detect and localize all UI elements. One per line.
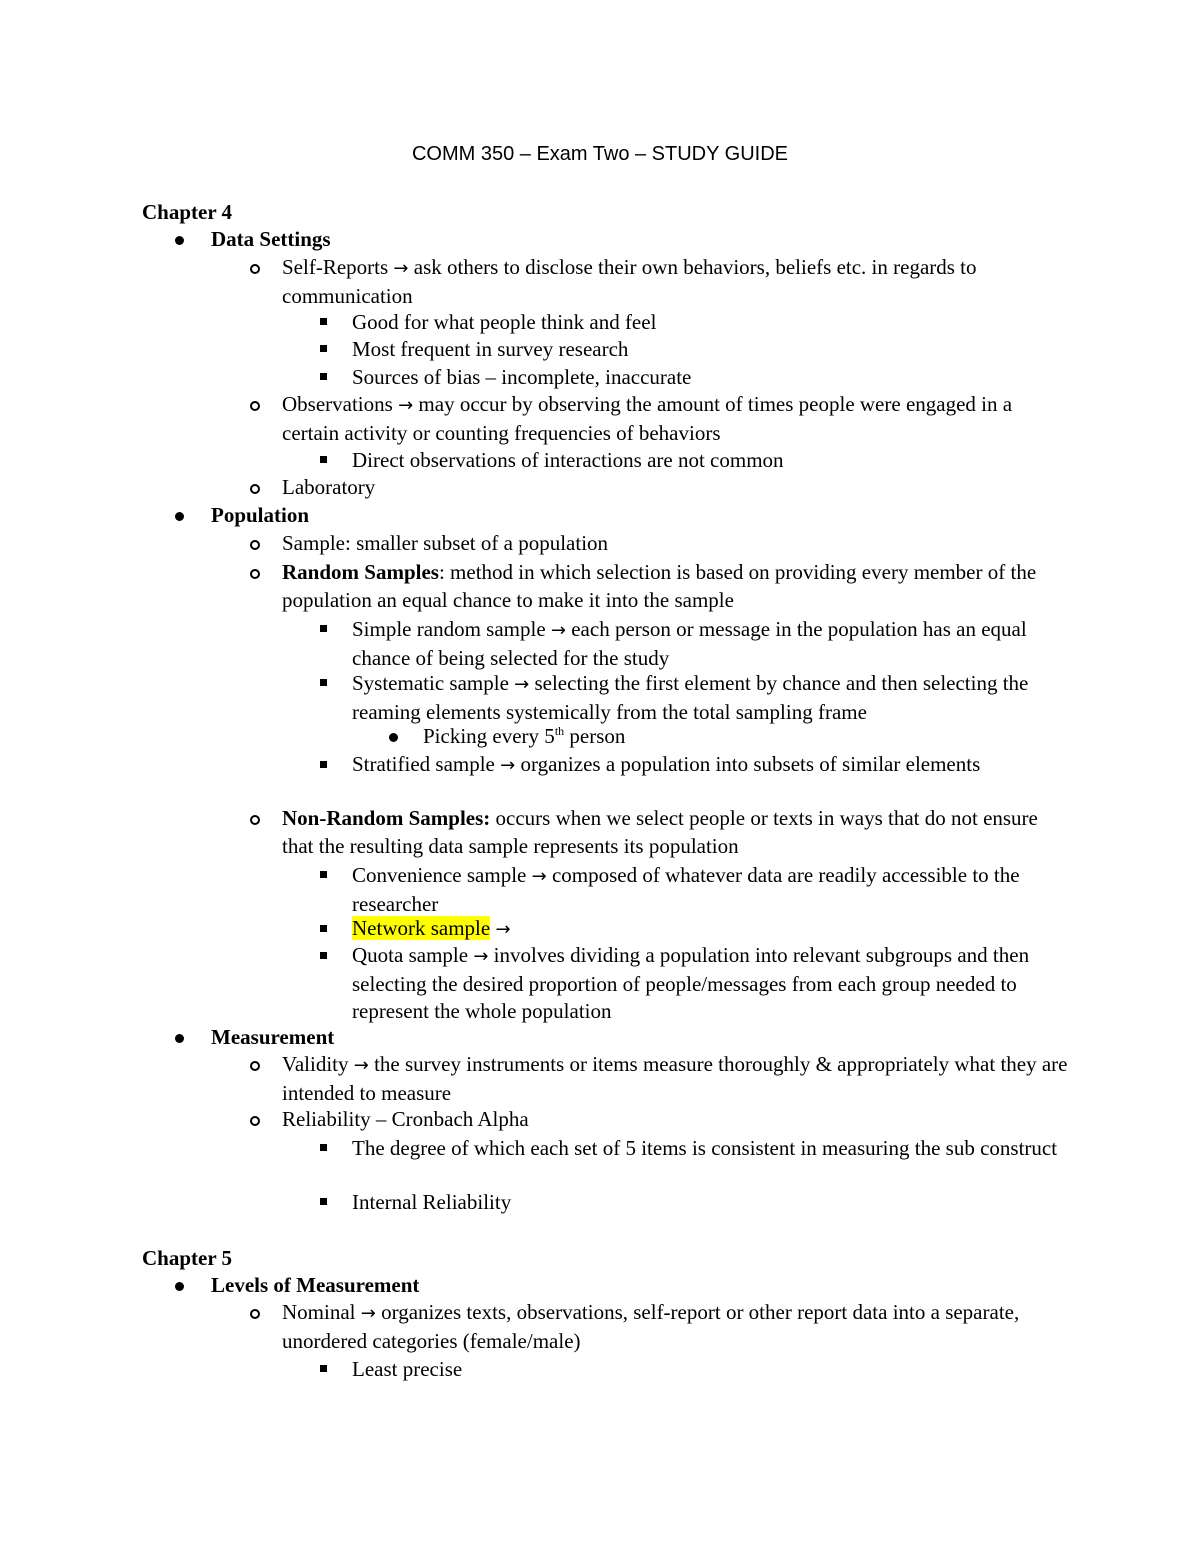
observations-item [282, 391, 1072, 447]
arrow-icon: → [398, 395, 414, 416]
bullet-square [320, 871, 327, 878]
bullet-square [320, 456, 327, 463]
bullet-dot [175, 512, 184, 521]
levels-of-measurement-heading: Levels of Measurement [211, 1273, 420, 1297]
observations-text: may occur by observing the amount of times people were engaged in a certain activity or counting frequencies of behaviors [282, 392, 1013, 445]
network-label-highlighted: Network sample [352, 916, 491, 940]
quota-text: involves dividing a population into relevant subgroups and then selecting the desired proportion of people/messages from each group needed to represent the whole population [352, 943, 1030, 1023]
bullet-square [320, 952, 327, 959]
bullet-square [320, 761, 327, 768]
nominal-item [282, 1299, 1072, 1355]
measurement-heading: Measurement [211, 1025, 335, 1049]
bullet-ring [250, 815, 260, 825]
self-reports-point-3: Sources of bias – incomplete, inaccurate [352, 365, 692, 389]
arrow-icon: → [550, 620, 566, 641]
bullet-square [320, 1198, 327, 1205]
page-title: COMM 350 – Exam Two – STUDY GUIDE [411, 143, 789, 165]
bullet-dot [175, 1282, 184, 1291]
nominal-point-1: Least precise [352, 1357, 463, 1381]
arrow-icon: → [393, 258, 409, 279]
bullet-dot [175, 236, 184, 245]
reliability-item: Reliability – Cronbach Alpha [282, 1107, 529, 1131]
bullet-ring [250, 264, 260, 274]
bullet-square [320, 925, 327, 932]
stratified-text: organizes a population into subsets of similar elements [515, 752, 981, 776]
simple-random-label: Simple random sample [352, 617, 546, 641]
bullet-dot [389, 733, 398, 742]
population-heading: Population [211, 503, 310, 527]
bullet-ring [250, 484, 260, 494]
bullet-ring [250, 540, 260, 550]
non-random-label: Non-Random Samples: [282, 806, 491, 830]
ordinal-suffix: th [554, 724, 565, 738]
nominal-text: organizes texts, observations, self-report or other report data into a separate, unordered categories (female/male) [282, 1300, 1020, 1353]
chapter-5-heading: Chapter 5 [142, 1246, 233, 1270]
reliability-point-2: Internal Reliability [352, 1190, 512, 1214]
validity-label: Validity [282, 1052, 349, 1076]
observations-label: Observations [282, 392, 393, 416]
random-samples-label: Random Samples [282, 560, 439, 584]
example-text: Picking every 5 [423, 724, 555, 748]
bullet-square [320, 625, 327, 632]
nominal-label: Nominal [282, 1300, 356, 1324]
quota-label: Quota sample [352, 943, 469, 967]
arrow-icon: → [514, 674, 530, 695]
arrow-icon: → [473, 946, 489, 967]
bullet-square [320, 1144, 327, 1151]
random-samples-item [282, 559, 1072, 614]
bullet-ring [250, 569, 260, 579]
simple-random-item [352, 616, 1072, 672]
arrow-icon: → [360, 1303, 376, 1324]
convenience-item [352, 862, 1072, 918]
stratified-label: Stratified sample [352, 752, 495, 776]
data-settings-heading: Data Settings [211, 227, 331, 251]
self-reports-item [282, 254, 1072, 310]
bullet-ring [250, 1309, 260, 1319]
non-random-samples-item [282, 805, 1072, 860]
bullet-ring [250, 1116, 260, 1126]
self-reports-point-2: Most frequent in survey research [352, 337, 629, 361]
convenience-label: Convenience sample [352, 863, 527, 887]
chapter-4-heading: Chapter 4 [142, 200, 233, 224]
self-reports-point-1: Good for what people think and feel [352, 310, 657, 334]
observations-point-1: Direct observations of interactions are not common [352, 448, 784, 472]
quota-item [352, 942, 1072, 1026]
bullet-square [320, 318, 327, 325]
bullet-square [320, 373, 327, 380]
convenience-text: composed of whatever data are readily accessible to the researcher [352, 863, 1020, 916]
systematic-text: selecting the first element by chance and then selecting the reaming elements systemically from the total sampling frame [352, 671, 1029, 724]
validity-item [282, 1051, 1072, 1107]
arrow-icon: → [500, 755, 516, 776]
laboratory-item: Laboratory [282, 475, 376, 499]
arrow-icon: → [353, 1055, 369, 1076]
reliability-point-1: The degree of which each set of 5 items is consistent in measuring the sub construct [352, 1136, 1058, 1160]
systematic-example [423, 723, 1073, 751]
example-text-end: person [564, 724, 626, 748]
bullet-ring [250, 401, 260, 411]
arrow-icon: → [531, 866, 547, 887]
bullet-square [320, 1365, 327, 1372]
self-reports-label: Self-Reports [282, 255, 389, 279]
stratified-item [352, 751, 1072, 780]
systematic-label: Systematic sample [352, 671, 509, 695]
bullet-dot [175, 1034, 184, 1043]
self-reports-text: ask others to disclose their own behaviors, beliefs etc. in regards to communication [282, 255, 977, 308]
random-samples-text: : method in which selection is based on providing every member of the population an equal chance to make it into the sample [282, 560, 1037, 612]
non-random-text: occurs when we select people or texts in ways that do not ensure that the resulting data sample represents its population [282, 806, 1038, 858]
bullet-ring [250, 1061, 260, 1071]
validity-text: the survey instruments or items measure thoroughly & appropriately what they are intended to measure [282, 1052, 1068, 1105]
bullet-square [320, 679, 327, 686]
bullet-square [320, 345, 327, 352]
arrow-icon: → [495, 919, 511, 940]
network-item [352, 915, 1072, 944]
simple-random-text: each person or message in the population has an equal chance of being selected for the study [352, 617, 1027, 670]
systematic-item [352, 670, 1072, 726]
sample-item: Sample: smaller subset of a population [282, 531, 609, 555]
